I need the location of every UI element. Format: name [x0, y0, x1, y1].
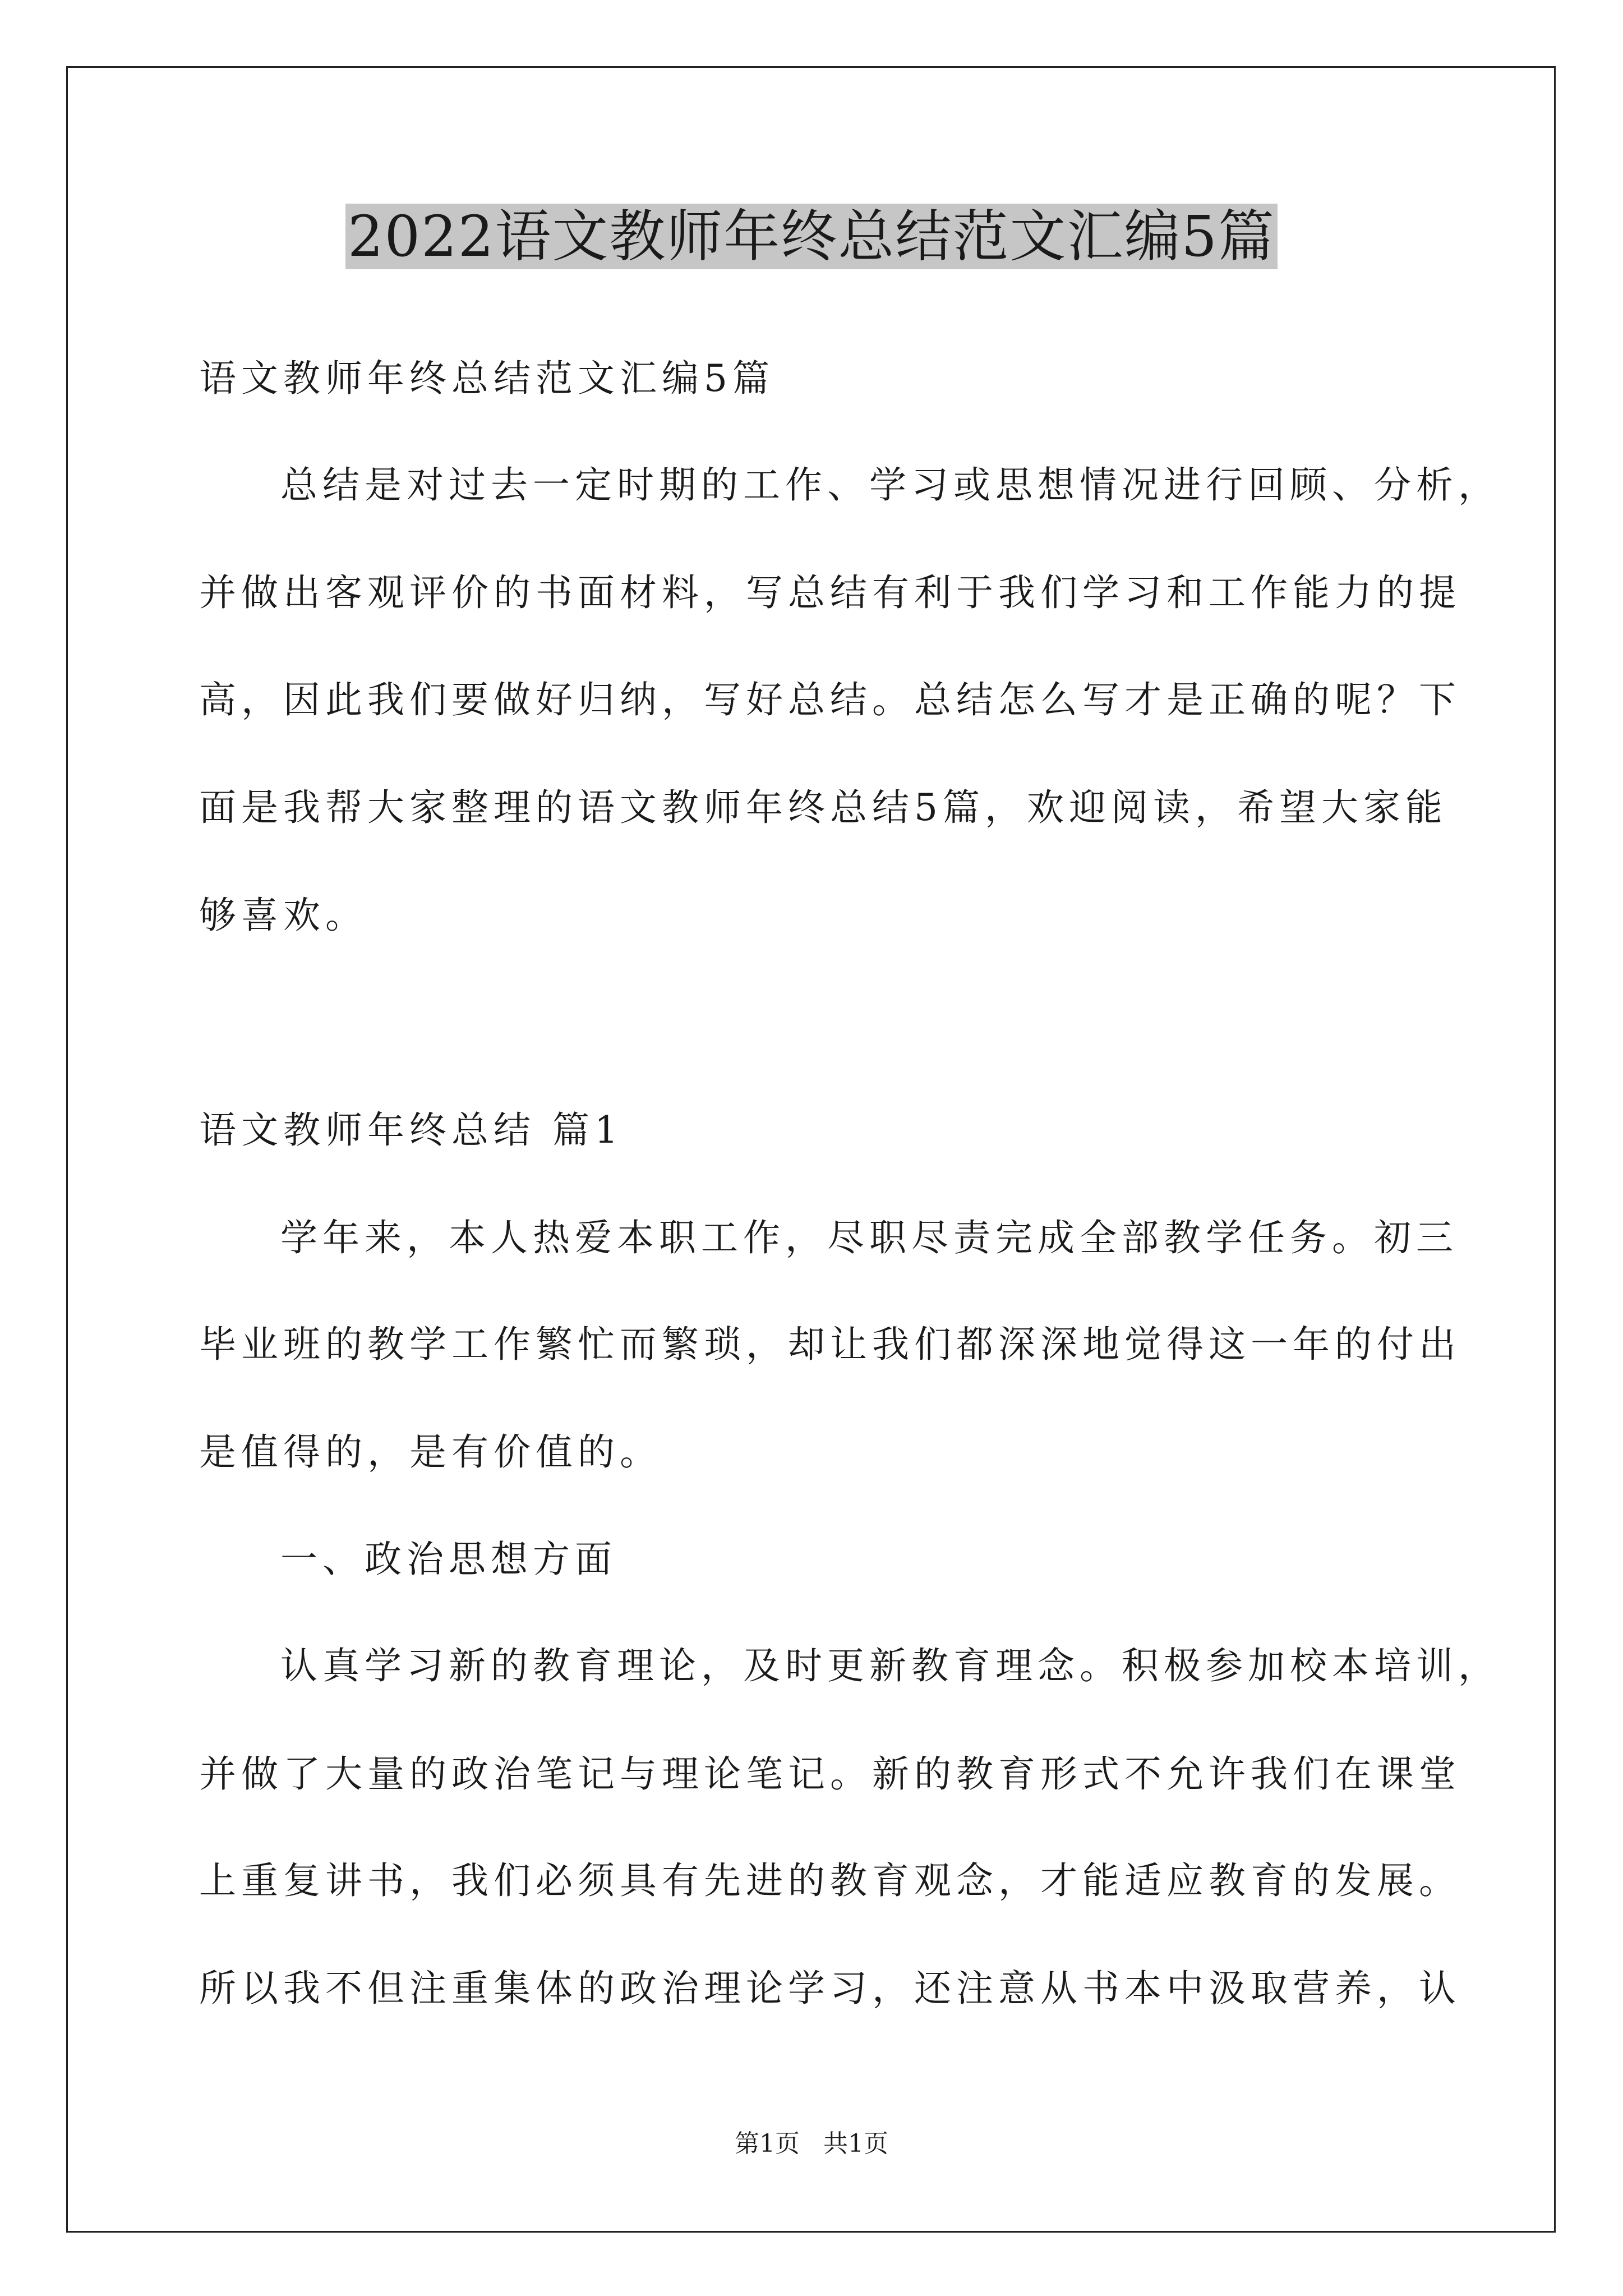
section-para1-line-1: 学年来，本人热爱本职工作，尽职尽责完成全部教学任务。初三	[280, 1216, 1458, 1259]
intro-line-1: 总结是对过去一定时期的工作、学习或思想情况进行回顾、分析，	[280, 463, 1500, 507]
section-para2-line-2: 并做了大量的政治笔记与理论笔记。新的教育形式不允许我们在课堂	[199, 1752, 1461, 1796]
section-para2-line-1: 认真学习新的教育理论，及时更新教育理念。积极参加校本培训，	[280, 1644, 1500, 1687]
subheading-politics: 一、政治思想方面	[280, 1538, 617, 1581]
document-title	[0, 197, 1623, 276]
intro-line-5: 够喜欢。	[199, 894, 367, 937]
intro-line-4: 面是我帮大家整理的语文教师年终总结5篇，欢迎阅读，希望大家能	[199, 786, 1447, 829]
intro-line-3: 高，因此我们要做好归纳，写好总结。总结怎么写才是正确的呢？下	[199, 678, 1461, 721]
document-title-text: 2022语文教师年终总结范文汇编5篇	[345, 204, 1278, 269]
intro-line-2: 并做出客观评价的书面材料，写总结有利于我们学习和工作能力的提	[199, 571, 1461, 614]
section-para1-line-2: 毕业班的教学工作繁忙而繁琐，却让我们都深深地觉得这一年的付出	[199, 1323, 1461, 1366]
section-para2-line-3: 上重复讲书，我们必须具有先进的教育观念，才能适应教育的发展。	[199, 1859, 1461, 1902]
section-para2-line-4: 所以我不但注重集体的政治理论学习，还注意从书本中汲取营养，认	[199, 1967, 1461, 2010]
page-footer: 第1页 共1页	[735, 2129, 888, 2158]
document-subtitle: 语文教师年终总结范文汇编5篇	[199, 357, 774, 400]
section-para1-line-3: 是值得的，是有价值的。	[199, 1430, 662, 1474]
section-heading: 语文教师年终总结 篇1	[199, 1108, 623, 1152]
